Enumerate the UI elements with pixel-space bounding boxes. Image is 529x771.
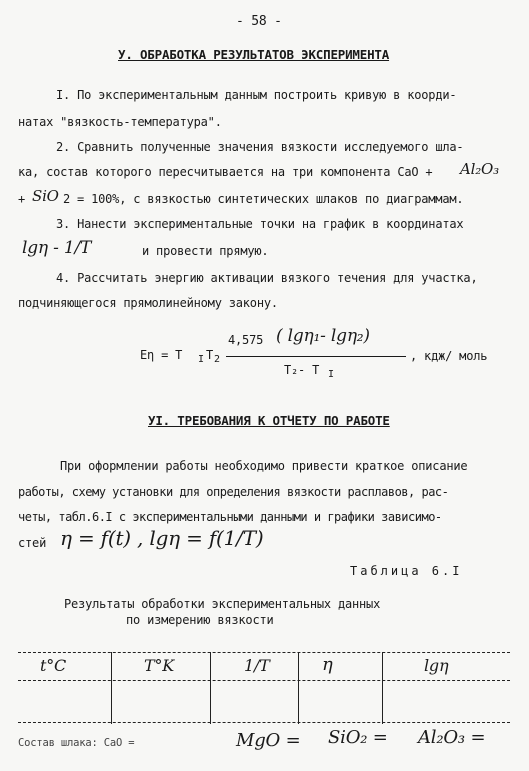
item3-line2: и провести прямую. <box>142 244 269 258</box>
item2-handwritten-alumina: Al₂O₃ <box>460 160 499 178</box>
formula-denominator: T₂- T <box>284 363 320 377</box>
slag-composition-label: Состав шлака: CaO = <box>18 737 135 749</box>
formula-numerator-handwritten: ( lgη₁- lgη₂) <box>276 326 370 346</box>
table-col-divider-4 <box>382 652 383 724</box>
section6-line4: стей <box>18 536 47 550</box>
item1-line1: I. По экспериментальным данным построить кривую в коорди- <box>56 88 457 102</box>
item1-line2: натах "вязкость-температура". <box>18 115 222 129</box>
item3-handwritten-coordinates: lgη - 1/T <box>22 238 92 258</box>
table-top-rule <box>18 652 510 653</box>
formula-fraction-bar <box>226 356 406 357</box>
formula-lhs-t2: T <box>206 348 214 362</box>
slag-composition-mgo: MgO = <box>236 730 301 751</box>
table-header-viscosity: η <box>322 654 333 675</box>
table-header-rule <box>18 680 510 681</box>
table-header-temp-c: t°C <box>40 656 67 675</box>
formula-lhs-sub1: I <box>198 354 204 365</box>
slag-composition-sio2: SiO₂ = <box>328 727 388 748</box>
item2-line1: 2. Сравнить полученные значения вязкости исследуемого шла- <box>56 140 464 154</box>
item3-line1: 3. Нанести экспериментальные точки на график в координатах <box>56 217 464 231</box>
slag-composition-al2o3: Al₂O₃ = <box>418 727 486 748</box>
item4-line1: 4. Рассчитать энергию активации вязкого течения для участка, <box>56 271 478 285</box>
table-label: Таблица 6.I <box>350 564 463 578</box>
section6-line1: При оформлении работы необходимо привести краткое описание <box>60 459 468 473</box>
section5-title: У. ОБРАБОТКА РЕЗУЛЬТАТОВ ЭКСПЕРИМЕНТА <box>118 47 390 62</box>
formula-denominator-sub: I <box>328 369 334 380</box>
formula-lhs: Eη = T <box>140 348 183 362</box>
item4-line2: подчиняющегося прямолинейному закону. <box>18 296 278 310</box>
section6-line2: работы, схему установки для определения вязкости расплавов, рас- <box>18 485 449 499</box>
formula-units: , кдж/ моль <box>410 349 488 363</box>
page-number: - 58 - <box>236 14 282 29</box>
table-caption-line2: по измерению вязкости <box>126 613 274 627</box>
item2-line3-plus: + <box>18 192 26 206</box>
table-header-temp-k: T°K <box>144 656 175 675</box>
table-col-divider-3 <box>298 652 299 724</box>
item2-line3: 2 = 100%, с вязкостью синтетических шлаков по диаграммам. <box>63 192 464 206</box>
table-header-log-viscosity: lgη <box>424 656 449 675</box>
table-col-divider-1 <box>111 652 112 724</box>
formula-numerator-const: 4,575 <box>228 333 264 347</box>
section6-handwritten-dependencies: η = f(t) , lgη = f(1/T) <box>60 526 264 550</box>
item2-handwritten-silica: SiO <box>32 187 59 205</box>
section6-title: УI. ТРЕБОВАНИЯ К ОТЧЕТУ ПО РАБОТЕ <box>148 413 390 428</box>
table-caption-line1: Результаты обработки экспериментальных данных <box>64 597 381 611</box>
table-bottom-rule <box>18 722 510 723</box>
section6-line3: четы, табл.6.I с экспериментальными данными и графики зависимо- <box>18 510 442 524</box>
table-col-divider-2 <box>210 652 211 724</box>
item2-line2: ка, состав которого пересчитывается на три компонента CaO + <box>18 165 433 179</box>
formula-lhs-sub2: 2 <box>214 354 220 365</box>
table-header-inverse-t: 1/T <box>244 656 270 675</box>
